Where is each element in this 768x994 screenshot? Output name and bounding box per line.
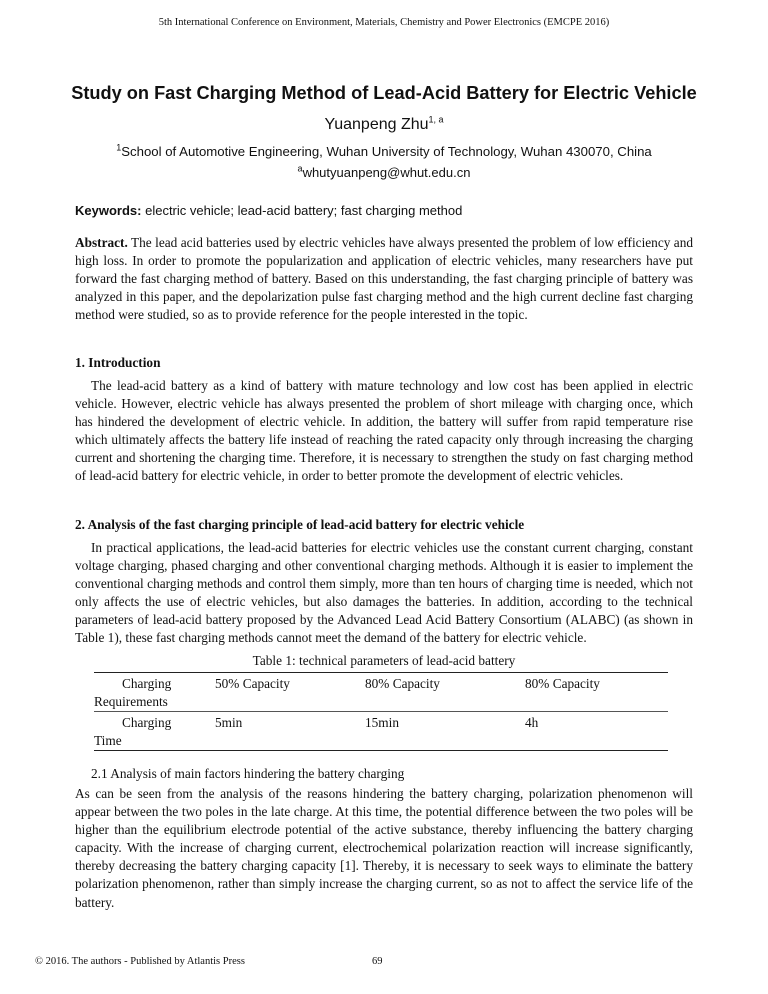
table-row-label: Charging Time	[94, 715, 172, 748]
table-cell: 50% Capacity	[215, 676, 290, 691]
section-2-heading: 2. Analysis of the fast charging principle of lead-acid battery for electric vehicle	[75, 517, 525, 532]
table-cell: 80% Capacity	[365, 676, 440, 691]
page-number: 69	[372, 956, 383, 967]
paper-title: Study on Fast Charging Method of Lead-Acid Battery for Electric Vehicle	[71, 83, 697, 103]
section-1-heading: 1. Introduction	[75, 355, 161, 370]
abstract-label: Abstract.	[75, 235, 128, 250]
author-superscript: 1, a	[428, 114, 444, 125]
table-row	[94, 712, 668, 751]
section-2-1-heading: 2.1 Analysis of main factors hindering the battery charging	[91, 766, 405, 781]
affiliation-text: School of Automotive Engineering, Wuhan University of Technology, Wuhan 430070, China	[121, 144, 652, 159]
table-row-label: Charging Requirements	[94, 676, 172, 709]
email-address: whutyuanpeng@whut.edu.cn	[302, 165, 471, 180]
table-1-caption: Table 1: technical parameters of lead-acid battery	[252, 653, 516, 668]
table-row	[94, 673, 668, 712]
keywords	[75, 203, 695, 218]
table-cell: 5min	[215, 715, 243, 730]
conference-header: 5th International Conference on Environment, Materials, Chemistry and Power Electronics (EMCPE 2016)	[158, 17, 610, 28]
email-superscript: a	[297, 163, 303, 174]
email-line	[0, 165, 768, 180]
table-cell: 4h	[525, 715, 539, 730]
footer-copyright: © 2016. The authors - Published by Atlantis Press	[35, 956, 245, 967]
table-cell: 80% Capacity	[525, 676, 600, 691]
table-cell: 15min	[365, 715, 399, 730]
keywords-label: Keywords:	[75, 203, 142, 218]
author-name: Yuanpeng Zhu	[324, 116, 429, 133]
affiliation-line	[0, 144, 768, 159]
keywords-text: electric vehicle; lead-acid battery; fast charging method	[145, 203, 463, 218]
author-line	[0, 116, 768, 134]
table-1	[94, 672, 668, 751]
section-1-paragraph: The lead-acid battery as a kind of battery with mature technology and low cost has been applied in electric vehicle. However, electric vehicle has always presented the problem of short mileage with charging once, which has hindered the development of electric vehicle. In addition, the battery will suffer from rapid temperature rise which ultimately affects the battery life instead of reaching the rated capacity only through increasing the charging current and shortening the charging time. Therefore, it is necessary to strengthen the study on fast charging method of lead-acid battery for electric vehicle, in order to better promote the development of electric vehicles.	[75, 378, 693, 484]
affiliation-superscript: 1	[116, 142, 122, 153]
abstract-text: The lead acid batteries used by electric vehicles have always presented the problem of low efficiency and high loss. In order to promote the popularization and application of electric vehicles, many researchers have put forward the fast charging method of battery. Based on this understanding, the fast charging principle of battery was analyzed in this paper, and the depolarization pulse fast charging method and the high current decline fast charging method were studied, so as to provide reference for the people interested in the topic.	[75, 235, 693, 323]
section-2-paragraph: In practical applications, the lead-acid batteries for electric vehicles use the constant current charging, constant voltage charging, phased charging and other conventional charging methods. Although it is easier to implement the conventional charging methods and control them simply, more than ten hours of charging time is needed, which not only affects the use of electric vehicles, but also damages the batteries. In addition, according to the technical parameters of lead-acid battery proposed by the Advanced Lead Acid Battery Consortium (ALABC) (as shown in Table 1), these fast charging methods cannot meet the demand of the battery for electric vehicle.	[75, 540, 693, 646]
abstract	[75, 234, 693, 324]
section-2-1-paragraph: As can be seen from the analysis of the reasons hindering the battery charging, polarization phenomenon will appear between the two poles in the late charge. At this time, the potential difference between the two poles will be higher than the equilibrium electrode potential of the active substance, thereby influencing the battery charging capacity. With the increase of charging current, electrochemical polarization reaction will increase significantly, thereby decreasing the battery charging capacity [1]. Thereby, it is necessary to seek ways to eliminate the battery polarization phenomenon, rather than simply increase the charging current, so as not to affect the service life of the battery.	[75, 786, 693, 910]
